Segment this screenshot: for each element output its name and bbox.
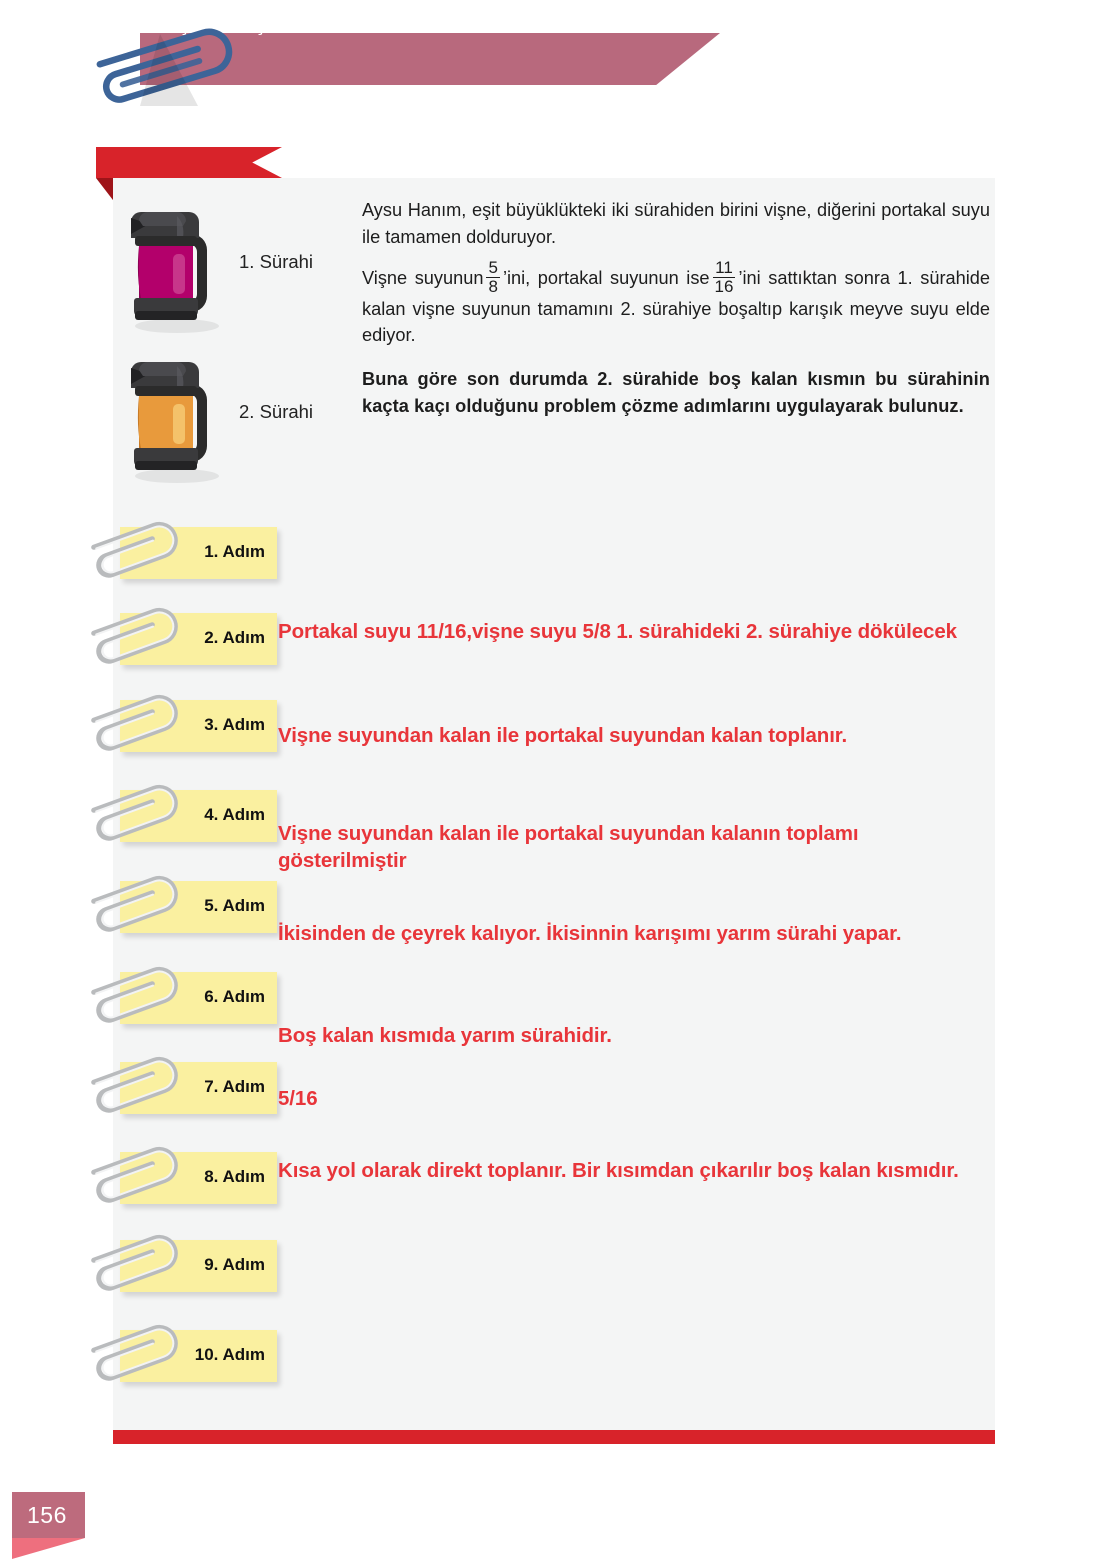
paperclip-icon xyxy=(73,963,193,1027)
step-tag-3[interactable] xyxy=(120,700,277,752)
step-tag-9[interactable] xyxy=(120,1240,277,1292)
step-answer-4[interactable]: Vişne suyundan kalan ile portakal suyundan kalanın toplamı gösterilmiştir xyxy=(278,822,859,873)
step-label: 9. Adım xyxy=(204,1255,265,1274)
jug-row-2 xyxy=(127,346,342,496)
page-number-tail xyxy=(12,1538,85,1559)
problem-tab xyxy=(96,147,282,178)
step-label: 5. Adım xyxy=(204,896,265,915)
step-answer-6[interactable]: Boş kalan kısmıda yarım sürahidir. xyxy=(278,1024,612,1047)
step-label: 2. Adım xyxy=(204,628,265,647)
fraction-numerator: 11 xyxy=(715,258,733,278)
step-tag-10[interactable] xyxy=(120,1330,277,1382)
problem-statement xyxy=(362,197,990,432)
paperclip-icon xyxy=(73,1143,193,1207)
paperclip-icon xyxy=(73,872,193,936)
step-tag-2[interactable] xyxy=(120,613,277,665)
step-tag-4[interactable] xyxy=(120,790,277,842)
paperclip-icon xyxy=(73,691,193,755)
step-answer-7[interactable]: 5/16 xyxy=(278,1087,318,1110)
problem-question: Buna göre son durumda 2. sürahide boş kalan kısmın bu sürahinin kaçta kaçı olduğunu problem çözme adımlarını uygulayarak bulunuz. xyxy=(362,368,990,416)
step-label: 6. Adım xyxy=(204,987,265,1006)
problem-paragraph-2 xyxy=(362,258,991,349)
jug-label-2: 2. Sürahi xyxy=(239,401,314,422)
step-label: 1. Adım xyxy=(204,542,265,561)
problem-tab-shape xyxy=(96,147,282,178)
carafe-icon xyxy=(127,346,235,486)
step-label: 8. Adım xyxy=(204,1167,265,1186)
fraction-five-eighths xyxy=(486,259,499,296)
step-answer-8[interactable]: Kısa yol olarak direkt toplanır. Bir kısımdan çıkarılır boş kalan kısmıdır. xyxy=(278,1159,959,1182)
page-number-badge xyxy=(12,1492,85,1538)
fraction-eleven-sixteenths xyxy=(713,259,736,296)
problem-paragraph-2-part-c: ’ini sattıktan sonra 1. sürahide kalan vişne suyunun tamamını 2. sürahiye boşaltıp karışık meyve suyu elde ediyor. xyxy=(362,268,991,346)
step-tag-8[interactable] xyxy=(120,1152,277,1204)
fraction-denominator: 8 xyxy=(488,276,498,296)
step-label: 7. Adım xyxy=(204,1077,265,1096)
jug-row-1 xyxy=(127,196,342,346)
paperclip-icon xyxy=(73,781,193,845)
step-label: 10. Adım xyxy=(194,1345,265,1364)
paperclip-icon xyxy=(73,1231,193,1295)
paperclip-icon xyxy=(73,518,193,582)
step-tag-5[interactable] xyxy=(120,881,277,933)
jug-label-1: 1. Sürahi xyxy=(239,251,314,272)
step-label: 4. Adım xyxy=(204,805,265,824)
paperclip-icon xyxy=(73,1321,193,1385)
step-answer-3[interactable]: Vişne suyundan kalan ile portakal suyundan kalan toplanır. xyxy=(278,724,848,747)
carafe-icon xyxy=(127,196,235,336)
problem-tab-label: Problem 2 xyxy=(24,5,108,24)
problem-paragraph-2-part-a: Vişne suyunun xyxy=(362,268,484,289)
problem-paragraph-2-part-b: ’ini, portakal suyunun ise xyxy=(502,268,710,289)
step-tag-6[interactable] xyxy=(120,972,277,1024)
paperclip-icon xyxy=(73,604,193,668)
fraction-denominator: 16 xyxy=(714,276,734,296)
bottom-rule xyxy=(113,1430,995,1444)
problem-paragraph-1: Aysu Hanım, eşit büyüklükteki iki sürahiden birini vişne, diğerini portakal suyu ile tamamen dolduruyor. xyxy=(362,200,990,247)
paperclip-icon xyxy=(74,28,252,110)
step-label: 3. Adım xyxy=(204,715,265,734)
paperclip-icon xyxy=(73,1053,193,1117)
fraction-numerator: 5 xyxy=(488,258,498,278)
step-tag-1[interactable] xyxy=(120,527,277,579)
page-number: 156 xyxy=(27,1502,67,1528)
jug-illustration-column xyxy=(127,196,342,496)
step-answer-5[interactable]: İkisinden de çeyrek kalıyor. İkisinnin karışımı yarım sürahi yapar. xyxy=(278,922,902,945)
step-answer-2[interactable]: Portakal suyu 11/16,vişne suyu 5/8 1. sürahideki 2. sürahiye dökülecek xyxy=(278,620,957,643)
step-tag-7[interactable] xyxy=(120,1062,277,1114)
page-title: GERÇEK YAŞAM PROBLEMLERİ xyxy=(130,13,459,36)
